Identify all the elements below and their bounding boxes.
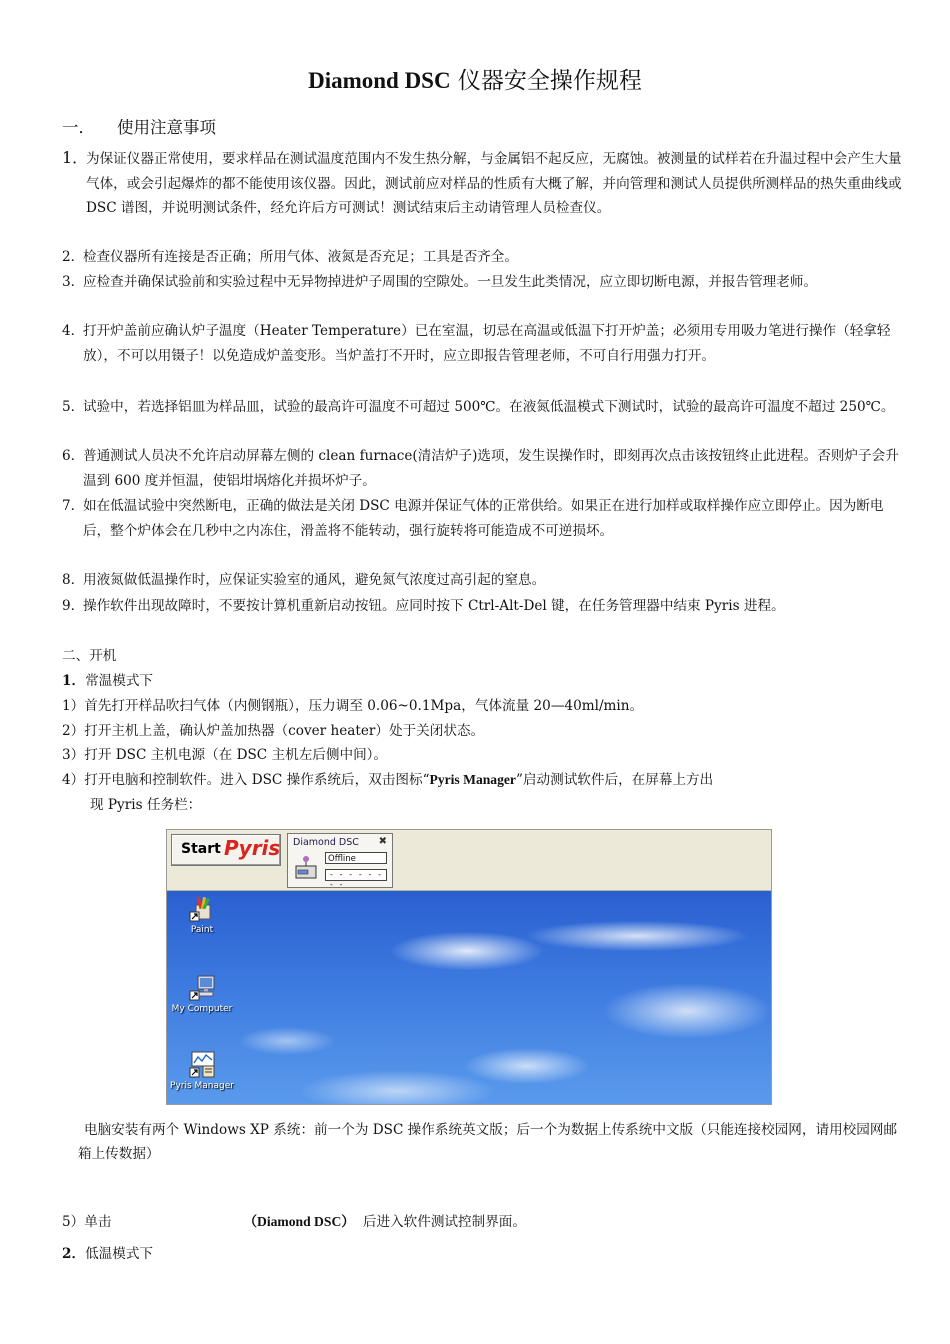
desktop-icon-pyris-manager[interactable]: Pyris Manager <box>167 1051 237 1091</box>
step: 5）单击 （Diamond DSC） 后进入软件测试控制界面。 <box>62 1214 526 1230</box>
step: 4）打开电脑和控制软件。进入 DSC 操作系统后，双击图标“Pyris Manager”启动测试软件后，在屏幕上方出 <box>62 772 714 788</box>
list-item: 5． 试验中，若选择铝皿为样品皿，试验的最高许可温度不可超过 500℃。在液氮低温模式下测试时，试验的最高许可温度不超过 250℃。 <box>62 399 895 415</box>
pyris-taskbar <box>167 830 771 891</box>
close-icon[interactable]: ✖ <box>378 836 387 847</box>
desktop-icon-my-computer[interactable]: My Computer <box>167 974 237 1014</box>
list-item: 3． 应检查并确保试验前和实验过程中无异物掉进炉子周围的空隙处。一旦发生此类情况，应立即切断电源，并报告管理老师。 <box>62 274 818 290</box>
value-field: - - - - - - - - <box>325 869 387 881</box>
step: 2）打开主机上盖，确认炉盖加热器（cover heater）处于关闭状态。 <box>62 723 485 739</box>
step-continuation: 现 Pyris 任务栏： <box>90 797 202 813</box>
list-item: 2． 检查仪器所有连接是否正确；所用气体、液氮是否充足；工具是否齐全。 <box>62 249 518 265</box>
subsection-heading: 1．常温模式下 <box>62 673 154 689</box>
pyris-start-button[interactable]: Start Pyris <box>171 834 281 866</box>
list-item: 7． 如在低温试验中突然断电，正确的做法是关闭 DSC 电源并保证气体的正常供给。如果正在进行加样或取样操作应立即停止。因为断电后，整个炉体会在几秒中之内冻住，滑盖将不能转动，强行旋转将可能造成不可逆损坏。 <box>62 498 884 539</box>
my-computer-icon <box>188 974 216 1002</box>
list-item: 6． 普通测试人员决不允许启动屏幕左侧的 clean furnace(清洁炉子)选项，发生误操作时，即刻再次点击该按钮终止此进程。否则炉子会升温到 600 度并恒温，使铝坩埚熔化并损坏炉子。 <box>62 448 899 489</box>
list-item: 1． 为保证仪器正常使用，要求样品在测试温度范围内不发生热分解，与金属铝不起反应，无腐蚀。被测量的试样若在升温过程中会产生大量气体，或会引起爆炸的都不能使用该仪器。因此，测试前应对样品的性质有大概了解，并向管理和测试人员提供所测样品的热失重曲线或 DSC 谱图，并说明测试条件，经允许后方可测试！测试结束后主动请管理人员检查仪。 <box>62 148 902 217</box>
paint-icon <box>188 895 216 923</box>
section-1-heading: 一． 使用注意事项 <box>62 118 216 137</box>
diamond-dsc-panel[interactable]: Diamond DSC ✖ Offline - - - - - - - - <box>287 833 393 888</box>
list-item: 4． 打开炉盖前应确认炉子温度（Heater Temperature）已在室温，切忌在高温或低温下打开炉盖；必须用专用吸力笔进行操作（轻拿轻放），不可以用镊子！以免造成炉盖变形。当炉盖打不开时，应立即报告管理老师，不可自行用强力打开。 <box>62 323 891 364</box>
instrument-icon <box>294 854 318 880</box>
desktop <box>167 891 771 1104</box>
pyris-screenshot <box>166 829 772 1105</box>
desktop-icon-paint[interactable]: Paint <box>167 895 237 935</box>
list-item: 8． 用液氮做低温操作时，应保证实验室的通风，避免氮气浓度过高引起的窒息。 <box>62 572 546 588</box>
page-title: Diamond DSC 仪器安全操作规程 <box>308 68 642 94</box>
list-item: 9． 操作软件出现故障时，不要按计算机重新启动按钮。应同时按下 Ctrl-Alt-Del 键，在任务管理器中结束 Pyris 进程。 <box>62 598 785 614</box>
pyris-manager-icon <box>188 1051 216 1079</box>
step: 3）打开 DSC 主机电源（在 DSC 主机左后侧中间）。 <box>62 747 388 763</box>
section-2-heading: 二、开机 <box>62 648 117 664</box>
note-paragraph: 电脑安装有两个 Windows XP 系统：前一个为 DSC 操作系统英文版；后一个为数据上传系统中文版（只能连接校园网，请用校园网邮箱上传数据） <box>78 1122 898 1162</box>
subsection-heading: 2．低温模式下 <box>62 1246 154 1262</box>
status-field: Offline <box>325 852 387 864</box>
step: 1）首先打开样品吹扫气体（内侧钢瓶），压力调至 0.06~0.1Mpa，气体流量 20—40ml/min。 <box>62 698 644 714</box>
